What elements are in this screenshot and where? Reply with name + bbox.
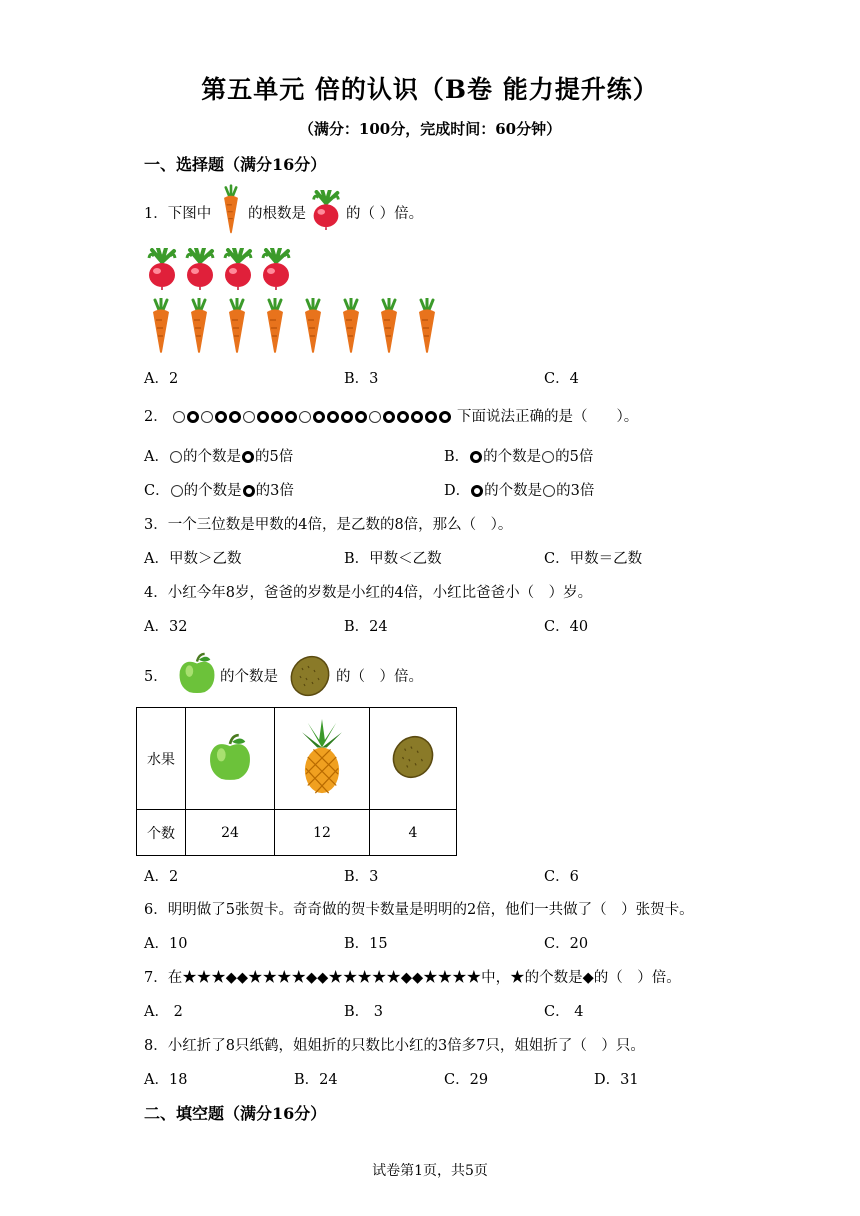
radish-icon — [308, 190, 344, 230]
q4-option-b[interactable]: B．24 — [344, 619, 388, 635]
q1-option-b[interactable]: B．3 — [344, 371, 379, 387]
radish-icon — [263, 248, 289, 290]
ring-icon — [397, 411, 409, 423]
q3-option-c[interactable]: C．甲数＝乙数 — [544, 551, 643, 567]
q5-option-b[interactable]: B．3 — [344, 869, 379, 885]
ring-icon — [243, 485, 255, 497]
table-cell: 4 — [370, 810, 457, 856]
table-cell — [275, 708, 370, 810]
q8-option-a[interactable]: A．18 — [144, 1072, 188, 1088]
circle-icon — [369, 411, 381, 423]
carrot-icon — [343, 298, 359, 353]
ring-icon — [257, 411, 269, 423]
question-4: 4．小红今年8岁，爸爸的岁数是小红的4倍，小红比爸爸小（ ）岁。 — [144, 585, 593, 601]
question-5-mid: 的个数是 — [220, 669, 278, 685]
carrot-row — [144, 298, 444, 358]
q6-option-b[interactable]: B．15 — [344, 936, 388, 952]
q2-option-c[interactable]: C． 的个数是 的3倍 — [144, 483, 294, 499]
ring-icon — [229, 411, 241, 423]
question-3: 3．一个三位数是甲数的4倍，是乙数的8倍，那么（ ）。 — [144, 517, 513, 533]
radish-icon — [187, 248, 213, 290]
carrot-icon — [191, 298, 207, 353]
page-footer: 试卷第1页，共5页 — [372, 1163, 488, 1179]
q4-option-c[interactable]: C．40 — [544, 619, 589, 635]
circle-icon — [543, 485, 555, 497]
pineapple-icon — [298, 719, 346, 795]
radish-icon — [149, 248, 175, 290]
ring-icon — [327, 411, 339, 423]
carrot-icon — [229, 298, 245, 353]
circle-icon — [542, 451, 554, 463]
ring-icon — [470, 451, 482, 463]
table-cell — [186, 708, 275, 810]
page-subtitle: （满分：100分，完成时间：60分钟） — [298, 120, 562, 138]
circle-icon — [299, 411, 311, 423]
q3-option-b[interactable]: B．甲数＜乙数 — [344, 551, 442, 567]
table-row — [137, 810, 457, 856]
ring-icon — [313, 411, 325, 423]
table-cell — [370, 708, 457, 810]
q1-option-a[interactable]: A．2 — [144, 371, 179, 387]
question-5-num: 5． — [144, 669, 168, 685]
q8-option-d[interactable]: D．31 — [594, 1072, 639, 1088]
table-cell: 12 — [275, 810, 370, 856]
fruit-table — [136, 707, 457, 856]
question-1: 1．下图中 — [144, 206, 212, 222]
carrot-icon — [267, 298, 283, 353]
circle-sequence — [172, 409, 457, 425]
q3-option-a[interactable]: A．甲数＞乙数 — [144, 551, 242, 567]
q2-option-a[interactable]: A． 的个数是 的5倍 — [144, 449, 294, 465]
circle-icon — [171, 485, 183, 497]
kiwi-icon — [288, 654, 332, 698]
ring-icon — [383, 411, 395, 423]
circle-icon — [170, 451, 182, 463]
question-2: 2． 下面说法正确的是（ ）。 — [144, 409, 639, 425]
circle-icon — [173, 411, 185, 423]
ring-icon — [425, 411, 437, 423]
question-1-post: 的（ ）倍。 — [346, 206, 424, 222]
carrot-icon — [305, 298, 321, 353]
kiwi-icon — [390, 734, 436, 780]
carrot-icon — [419, 298, 435, 353]
ring-icon — [411, 411, 423, 423]
carrot-icon — [153, 298, 169, 353]
q7-option-b[interactable]: B． 3 — [344, 1004, 383, 1020]
question-5-post: 的（ ）倍。 — [336, 669, 423, 685]
radish-icon — [225, 248, 251, 290]
question-6: 6．明明做了5张贺卡。奇奇做的贺卡数量是明明的2倍，他们一共做了（ ）张贺卡。 — [144, 902, 694, 918]
q1-option-c[interactable]: C．4 — [544, 371, 579, 387]
q6-option-a[interactable]: A．10 — [144, 936, 188, 952]
ring-icon — [285, 411, 297, 423]
q5-option-a[interactable]: A．2 — [144, 869, 179, 885]
apple-icon — [206, 733, 254, 781]
q7-option-c[interactable]: C． 4 — [544, 1004, 584, 1020]
ring-icon — [271, 411, 283, 423]
q2-option-d[interactable]: D． 的个数是 的3倍 — [444, 483, 595, 499]
ring-icon — [187, 411, 199, 423]
ring-icon — [355, 411, 367, 423]
table-cell: 24 — [186, 810, 275, 856]
ring-icon — [242, 451, 254, 463]
table-cell: 个数 — [137, 810, 186, 856]
question-8: 8．小红折了8只纸鹤，姐姐折的只数比小红的3倍多7只，姐姐折了（ ）只。 — [144, 1038, 645, 1054]
section-heading-choice: 一、选择题（满分16分） — [144, 155, 327, 174]
ring-icon — [215, 411, 227, 423]
q8-option-b[interactable]: B．24 — [294, 1072, 338, 1088]
q6-option-c[interactable]: C．20 — [544, 936, 589, 952]
q8-option-c[interactable]: C．29 — [444, 1072, 489, 1088]
question-7: 7．在★★★◆◆★★★★◆◆★★★★★◆◆★★★★中，★的个数是◆的（ ）倍。 — [144, 970, 681, 986]
circle-icon — [201, 411, 213, 423]
ring-icon — [439, 411, 451, 423]
ring-icon — [471, 485, 483, 497]
q5-option-c[interactable]: C．6 — [544, 869, 579, 885]
section-heading-fill: 二、填空题（满分16分） — [144, 1104, 327, 1123]
page-title: 第五单元 倍的认识（B卷 能力提升练） — [201, 75, 659, 104]
table-row — [137, 708, 457, 810]
ring-icon — [341, 411, 353, 423]
apple-icon — [176, 652, 218, 694]
q2-option-b[interactable]: B． 的个数是 的5倍 — [444, 449, 594, 465]
q7-option-a[interactable]: A． 2 — [144, 1004, 183, 1020]
table-cell: 水果 — [137, 708, 186, 810]
radish-row — [144, 248, 304, 294]
q4-option-a[interactable]: A．32 — [144, 619, 188, 635]
circle-icon — [243, 411, 255, 423]
carrot-icon — [381, 298, 397, 353]
carrot-icon — [218, 184, 244, 236]
question-1-mid: 的根数是 — [248, 206, 306, 222]
